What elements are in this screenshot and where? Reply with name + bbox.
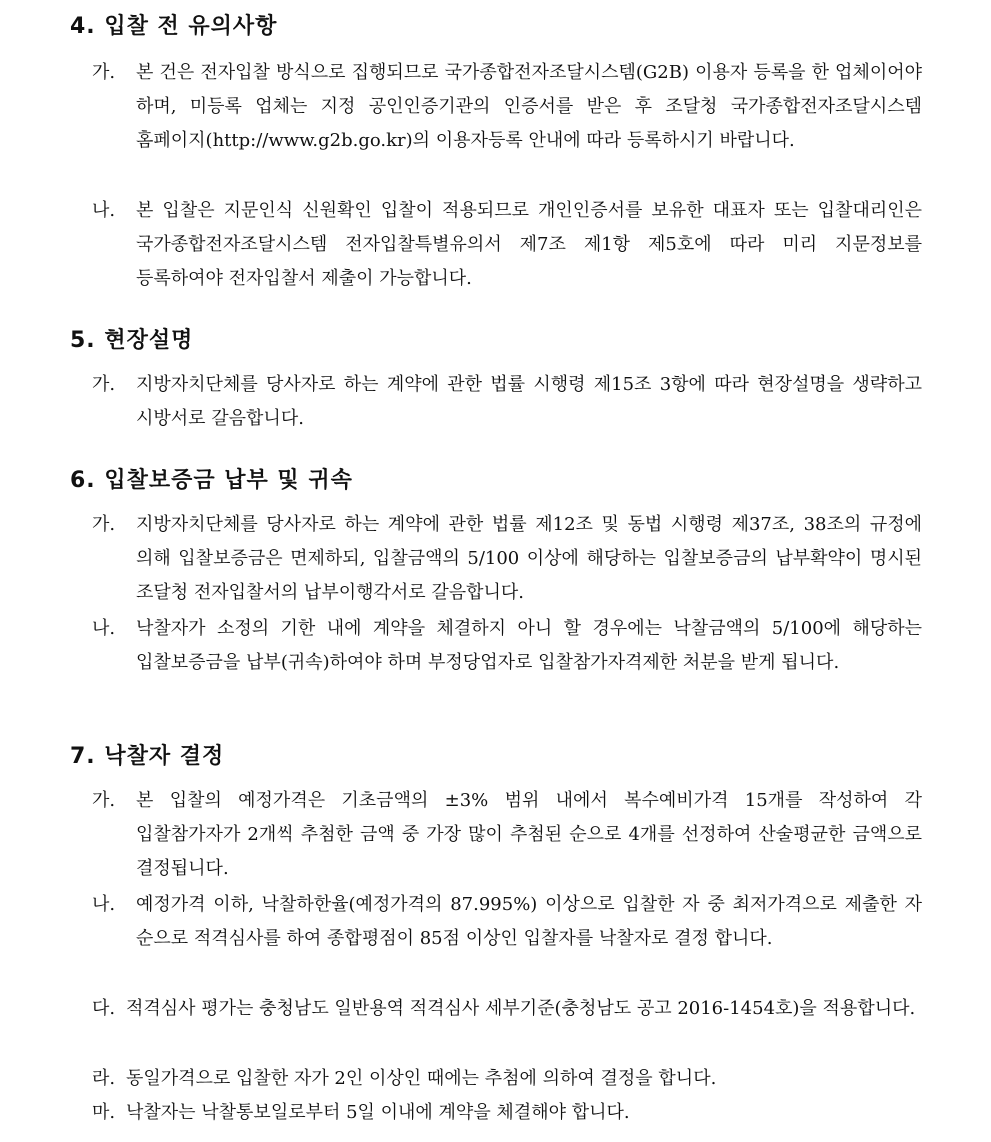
section-7-item-da xyxy=(92,992,922,1026)
section-7-item-ga xyxy=(92,784,922,886)
section-title-bid-precautions: 4. 입찰 전 유의사항 xyxy=(70,14,278,39)
section-5-item-ga xyxy=(92,368,922,436)
section-4-item-na xyxy=(92,194,922,296)
item-marker: 나. xyxy=(92,618,116,639)
item-marker: 가. xyxy=(92,62,116,83)
item-text: 지방자치단체를 당사자로 하는 계약에 관한 법률 제12조 및 동법 시행령 제37조, 38조의 규정에 의해 입찰보증금은 면제하되, 입찰금액의 5/100 이상에 해당하는 입찰보증금의 납부확약이 명시된 조달청 전자입찰서의 납부이행각서로 갈음합니다. xyxy=(136,514,922,603)
item-marker: 나. xyxy=(92,894,116,915)
section-title-winner-decision: 7. 낙찰자 결정 xyxy=(70,744,225,769)
section-7-item-ra xyxy=(92,1062,922,1096)
item-marker: 마. xyxy=(92,1102,116,1123)
section-title-site-briefing: 5. 현장설명 xyxy=(70,328,194,353)
section-6-item-ga xyxy=(92,508,922,610)
item-marker: 가. xyxy=(92,374,116,395)
item-text: 적격심사 평가는 충청남도 일반용역 적격심사 세부기준(충청남도 공고 2016-1454호)을 적용합니다. xyxy=(126,998,916,1019)
item-marker: 가. xyxy=(92,790,116,811)
item-marker: 라. xyxy=(92,1068,116,1089)
section-7-item-ma xyxy=(92,1096,922,1130)
item-text: 예정가격 이하, 낙찰하한율(예정가격의 87.995%) 이상으로 입찰한 자 중 최저가격으로 제출한 자 순으로 적격심사를 하여 종합평점이 85점 이상인 입찰자를 낙찰자로 결정 합니다. xyxy=(136,894,922,949)
item-text: 동일가격으로 입찰한 자가 2인 이상인 때에는 추첨에 의하여 결정을 합니다. xyxy=(126,1068,717,1089)
item-marker: 가. xyxy=(92,514,116,535)
item-text: 본 입찰의 예정가격은 기초금액의 ±3% 범위 내에서 복수예비가격 15개를 작성하여 각 입찰참가자가 2개씩 추첨한 금액 중 가장 많이 추첨된 순으로 4개를 선정하여 산술평균한 금액으로 결정됩니다. xyxy=(136,790,922,879)
item-text: 낙찰자가 소정의 기한 내에 계약을 체결하지 아니 할 경우에는 낙찰금액의 5/100에 해당하는 입찰보증금을 납부(귀속)하여야 하며 부정당업자로 입찰참가자격제한 처분을 받게 됩니다. xyxy=(136,618,922,673)
section-4-item-ga xyxy=(92,56,922,158)
item-marker: 나. xyxy=(92,200,116,221)
section-title-bid-bond: 6. 입찰보증금 납부 및 귀속 xyxy=(70,468,353,493)
section-7-item-na xyxy=(92,888,922,956)
item-text: 지방자치단체를 당사자로 하는 계약에 관한 법률 시행령 제15조 3항에 따라 현장설명을 생략하고 시방서로 갈음합니다. xyxy=(136,374,922,429)
item-text: 낙찰자는 낙찰통보일로부터 5일 이내에 계약을 체결해야 합니다. xyxy=(126,1102,630,1123)
item-marker: 다. xyxy=(92,998,116,1019)
section-6-item-na xyxy=(92,612,922,680)
item-text: 본 입찰은 지문인식 신원확인 입찰이 적용되므로 개인인증서를 보유한 대표자 또는 입찰대리인은 국가종합전자조달시스템 전자입찰특별유의서 제7조 제1항 제5호에 따라 미리 지문정보를 등록하여야 전자입찰서 제출이 가능합니다. xyxy=(136,200,922,289)
item-text: 본 건은 전자입찰 방식으로 집행되므로 국가종합전자조달시스템(G2B) 이용자 등록을 한 업체이어야 하며, 미등록 업체는 지정 공인인증기관의 인증서를 받은 후 조달청 국가종합전자조달시스템 홈페이지(http://www.g2b.go.kr)의 이용자등록 안내에 따라 등록하시기 바랍니다. xyxy=(136,62,922,151)
